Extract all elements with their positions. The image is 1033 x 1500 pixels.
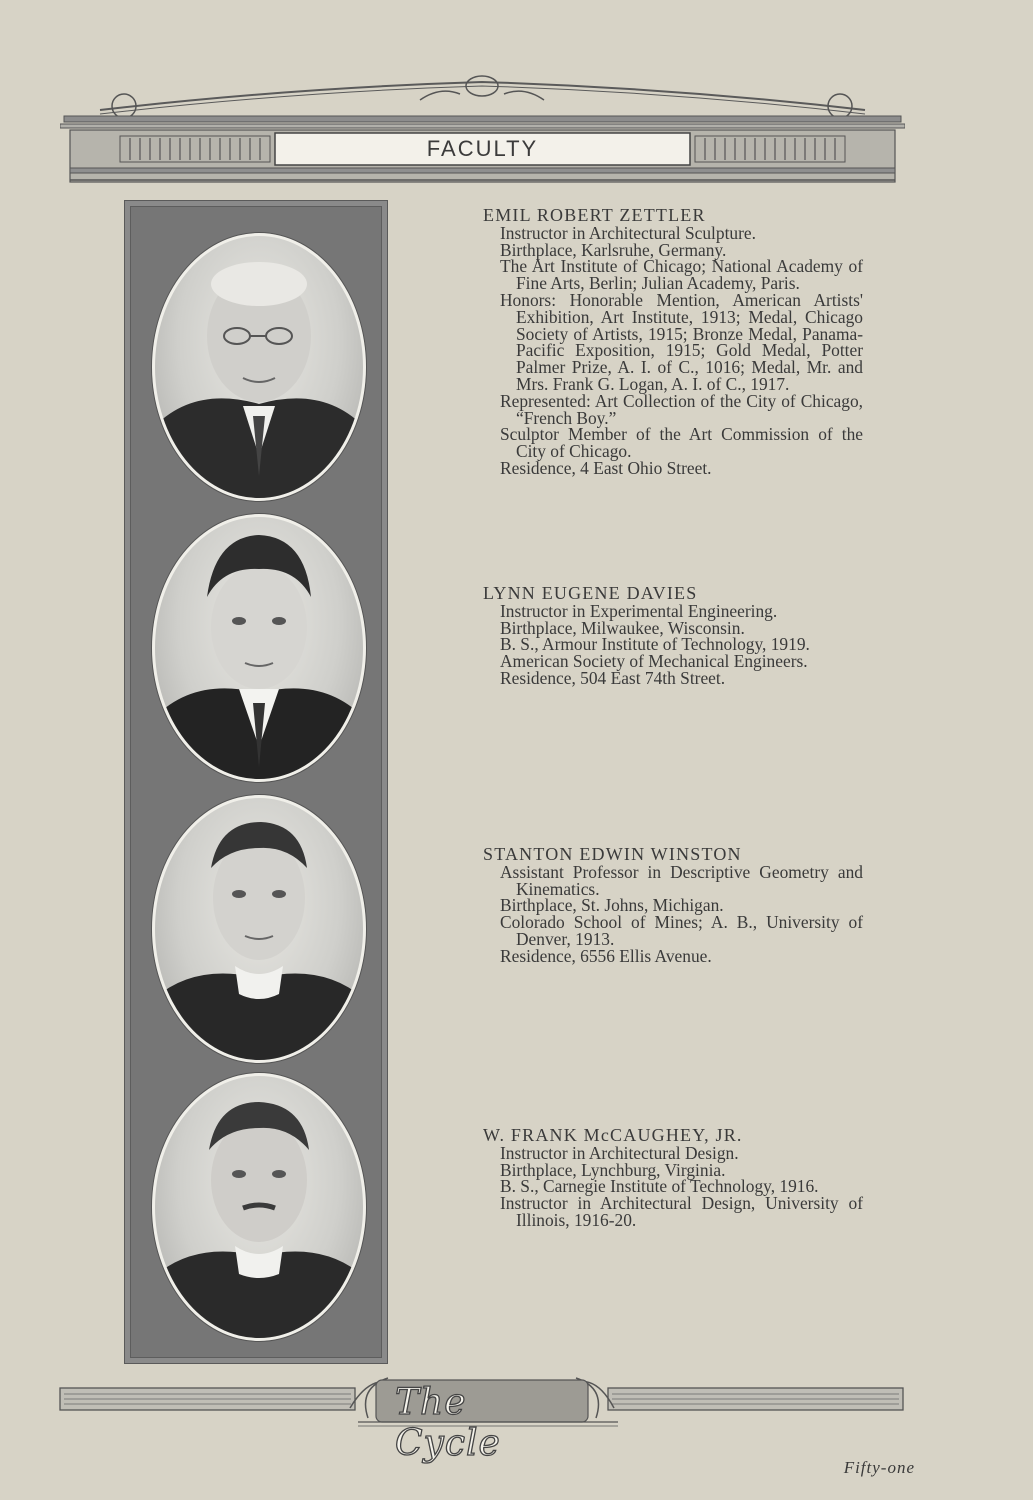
header-ornament (60, 70, 905, 185)
entry-line: Residence, 6556 Ellis Avenue. (500, 945, 712, 966)
entry-line: Colorado School of Mines; A. B., University of Denver, 1913. (500, 912, 863, 949)
entry-line: Birthplace, St. Johns, Michigan. (500, 895, 724, 916)
faculty-entry-davies (483, 585, 863, 687)
entry-line: The Art Institute of Chicago; National Academy of Fine Arts, Berlin; Julian Academy, Paris. (500, 256, 863, 294)
faculty-name: STANTON EDWIN WINSTON (483, 844, 742, 864)
entry-line: American Society of Mechanical Engineers. (500, 651, 808, 672)
entry-line: Birthplace, Milwaukee, Wisconsin. (500, 617, 745, 638)
portrait-stanton-winston (152, 795, 366, 1063)
entry-line: Residence, 504 East 74th Street. (500, 667, 726, 688)
yearbook-title: The Cycle (395, 1382, 501, 1464)
faculty-name: W. FRANK McCAUGHEY, JR. (483, 1125, 743, 1145)
portrait-lynn-davies (152, 514, 366, 782)
entry-line: B. S., Carnegie Institute of Technology, 1916. (500, 1176, 819, 1197)
faculty-name: EMIL ROBERT ZETTLER (483, 205, 706, 225)
entry-line: Assistant Professor in Descriptive Geometry and Kinematics. (500, 861, 863, 899)
entry-line: Honors: Honorable Mention, American Artists' Exhibition, Art Institute, 1913; Medal, Chicago Society of Artists, 1915; Bronze Medal, Panama-Pacific Exposition, 1915; Gold Medal, Potter Palmer Prize, A. I. of C., 1016; Medal, Mr. and Mrs. Frank G. Logan, A. I. of C., 1917. (500, 289, 863, 394)
entry-line: Instructor in Architectural Sculpture. (500, 222, 756, 243)
faculty-name: LYNN EUGENE DAVIES (483, 583, 698, 603)
section-title: FACULTY (426, 136, 539, 161)
faculty-entry-zettler (483, 207, 863, 477)
page-number: Fifty-one (843, 1458, 915, 1477)
faculty-entry-winston (483, 846, 863, 965)
entry-line: Represented: Art Collection of the City of Chicago, “French Boy.” (500, 390, 863, 428)
entry-line: Sculptor Member of the Art Commission of the City of Chicago. (500, 424, 863, 462)
portrait-frank-mccaughey (152, 1073, 366, 1341)
faculty-entry-mccaughey (483, 1127, 863, 1229)
entry-line: B. S., Armour Institute of Technology, 1919. (500, 634, 810, 655)
entry-line: Residence, 4 East Ohio Street. (500, 457, 712, 478)
entry-line: Instructor in Architectural Design. (500, 1142, 739, 1163)
entry-line: Instructor in Experimental Engineering. (500, 600, 778, 621)
entry-line: Birthplace, Lynchburg, Virginia. (500, 1159, 726, 1180)
portrait-emil-zettler (152, 233, 366, 501)
portrait-strip (124, 200, 388, 1364)
entry-line: Birthplace, Karlsruhe, Germany. (500, 239, 727, 260)
entry-line: Instructor in Architectural Design, University of Illinois, 1916-20. (500, 1193, 863, 1230)
